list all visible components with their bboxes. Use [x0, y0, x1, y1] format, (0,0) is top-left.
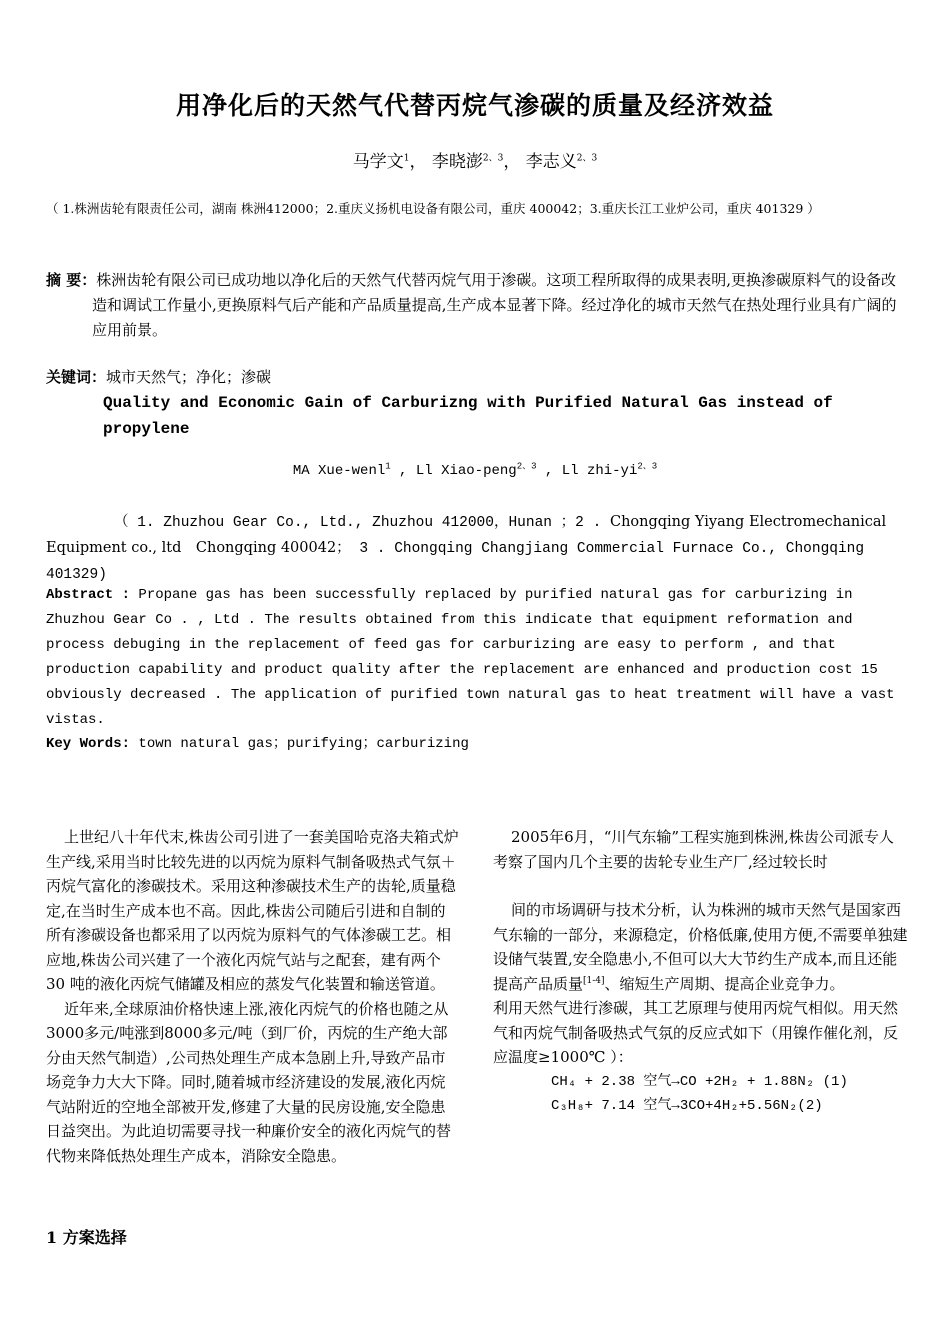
affiliation-en-part1: （ 1. Zhuzhou Gear Co., Ltd., Zhuzhou 412000，Hunan ；2 . [114, 515, 610, 531]
body-right-column [493, 825, 908, 1119]
abstract-en-text: Propane gas has been successfully replaced by purified natural gas for carburizing in Zhuzhou Gear Co . , Ltd . The results obtained from this indicate that equipment reformation and process debuging in the replacement of feed gas for carburizing are easy to perform , and that production capability and product quality after the replacement are enhanced and production cost 15 obviously decreased . The application of purified town natural gas to heat treatment will have a vast vistas. [46, 587, 895, 728]
author-name: 李晓澎 [431, 152, 483, 172]
affiliation-en-part2: Chongqing Yiyang Electromechanical Equipment co., ltd Chongqing 400042； [46, 514, 887, 556]
author-name: MA Xue-wenl [292, 463, 386, 479]
paragraph-gap [493, 874, 908, 898]
keywords-en [46, 732, 469, 752]
abstract-cn-label: 摘 要： [46, 271, 97, 289]
author-affil-sup: 1 [403, 153, 410, 164]
body-text: 间的市场调研与技术分析，认为株洲的城市天然气是国家西气东输的一部分，来源稳定，价格低廉,使用方便,不需要单独建设储气装置,安全隐患小,不但可以大大节约生产成本,而且还能提高产品质量 [493, 901, 908, 993]
authors-cn [0, 147, 950, 172]
author-name: Ll Xiao-peng [415, 463, 517, 479]
body-paragraph: 利用天然气进行渗碳，其工艺原理与使用丙烷气相似。用天然气和丙烷气制备吸热式气氛的反应式如下（用镍作催化剂，反应温度≥1000℃ ）： [493, 999, 899, 1066]
author-separator: ， [503, 152, 521, 172]
keywords-cn-text: 城市天然气；净化；渗碳 [106, 368, 272, 386]
author-separator: , [390, 463, 416, 479]
author-affil-sup: 2、3 [637, 461, 658, 472]
abstract-en-label: Abstract : [46, 587, 131, 603]
author-separator: ， [409, 152, 427, 172]
paper-title: 用净化后的天然气代替丙烷气渗碳的质量及经济效益 [175, 91, 774, 120]
equation-2: C₃H₈+ 7.14 空气→3CO+4H₂+5.56N₂(2) [551, 1098, 823, 1114]
body-paragraph: 近年来,全球原油价格快速上涨,液化丙烷气的价格也随之从3000多元/吨涨到8000多元/吨（到厂价，丙烷的生产绝大部分由天然气制造）,公司热处理生产成本急剧上升,导致产品市场竞争力大大下降。同时,随着城市经济建设的发展,液化丙烷气站附近的空地全部被开发,修建了大量的民房设施,安全隐患日益突出。为此迫切需要寻找一种廉价安全的液化丙烷气的替代物来降低热处理生产成本，消除安全隐患。 [46, 999, 452, 1165]
affiliation-en-part3: 3 . Chongqing Changjiang Commercial Furnace Co., Chongqing 401329) [46, 541, 865, 583]
section-heading: 1 方案选择 [46, 1228, 127, 1247]
affiliation-en [46, 510, 926, 588]
abstract-cn-text: 株洲齿轮有限公司已成功地以净化后的天然气代替丙烷气用于渗碳。这项工程所取得的成果表明,更换渗碳原料气的设备改造和调试工作量小,更换原料气后产能和产品质量提高,生产成本显著下降。经过净化的城市天然气在热处理行业具有广阔的应用前景。 [92, 271, 897, 339]
author-name: 马学文 [352, 152, 404, 172]
keywords-cn-label: 关键词： [46, 368, 107, 386]
body-paragraph [493, 898, 908, 996]
authors-en [0, 463, 950, 479]
author-name: 李志义 [525, 152, 577, 172]
citation-ref: [1-4] [583, 975, 605, 986]
body-paragraph: 上世纪八十年代末,株齿公司引进了一套美国哈克洛夫箱式炉生产线,采用当时比较先进的以丙烷为原料气制备吸热式气氛＋丙烷气富化的渗碳技术。采用这种渗碳技术生产的齿轮,质量稳定,在当时生产成本也不高。因此,株齿公司随后引进和自制的所有渗碳设备也都采用了以丙烷为原料气的气体渗碳工艺。相应地,株齿公司兴建了一个液化丙烷气站与之配套，建有两个 30 吨的液化丙烷气储罐及相应的蒸发气化装置和输送管道。 [46, 828, 459, 993]
english-title: Quality and Economic Gain of Carburizng with Purified Natural Gas instead of propylene [103, 394, 833, 438]
keywords-cn [46, 366, 271, 387]
author-affil-sup: 1 [385, 461, 391, 472]
keywords-en-label: Key Words: [46, 736, 131, 752]
body-paragraph: 2005年6月，“川气东输”工程实施到株洲,株齿公司派专人考察了国内几个主要的齿轮专业生产厂,经过较长时 [493, 828, 894, 871]
body-text: 、缩短生产周期、提高企业竞争力。 [604, 974, 845, 993]
equation-1: CH₄ + 2.38 空气→CO +2H₂ + 1.88N₂ (1) [551, 1073, 848, 1090]
author-affil-sup: 2、3 [576, 153, 598, 164]
author-separator: , [536, 463, 562, 479]
author-affil-sup: 2、3 [516, 461, 537, 472]
author-name: Ll zhi-yi [561, 463, 638, 479]
keywords-en-text: town natural gas；purifying；carburizing [130, 736, 469, 752]
author-affil-sup: 2、3 [482, 153, 504, 164]
abstract-cn [46, 268, 904, 343]
affiliation-cn: （ 1.株洲齿轮有限责任公司，湖南 株洲412000；2.重庆义扬机电设备有限公司，重庆 400042；3.重庆长江工业炉公司，重庆 401329 ） [46, 201, 820, 216]
body-left-column [46, 825, 460, 1168]
abstract-en [46, 583, 916, 733]
